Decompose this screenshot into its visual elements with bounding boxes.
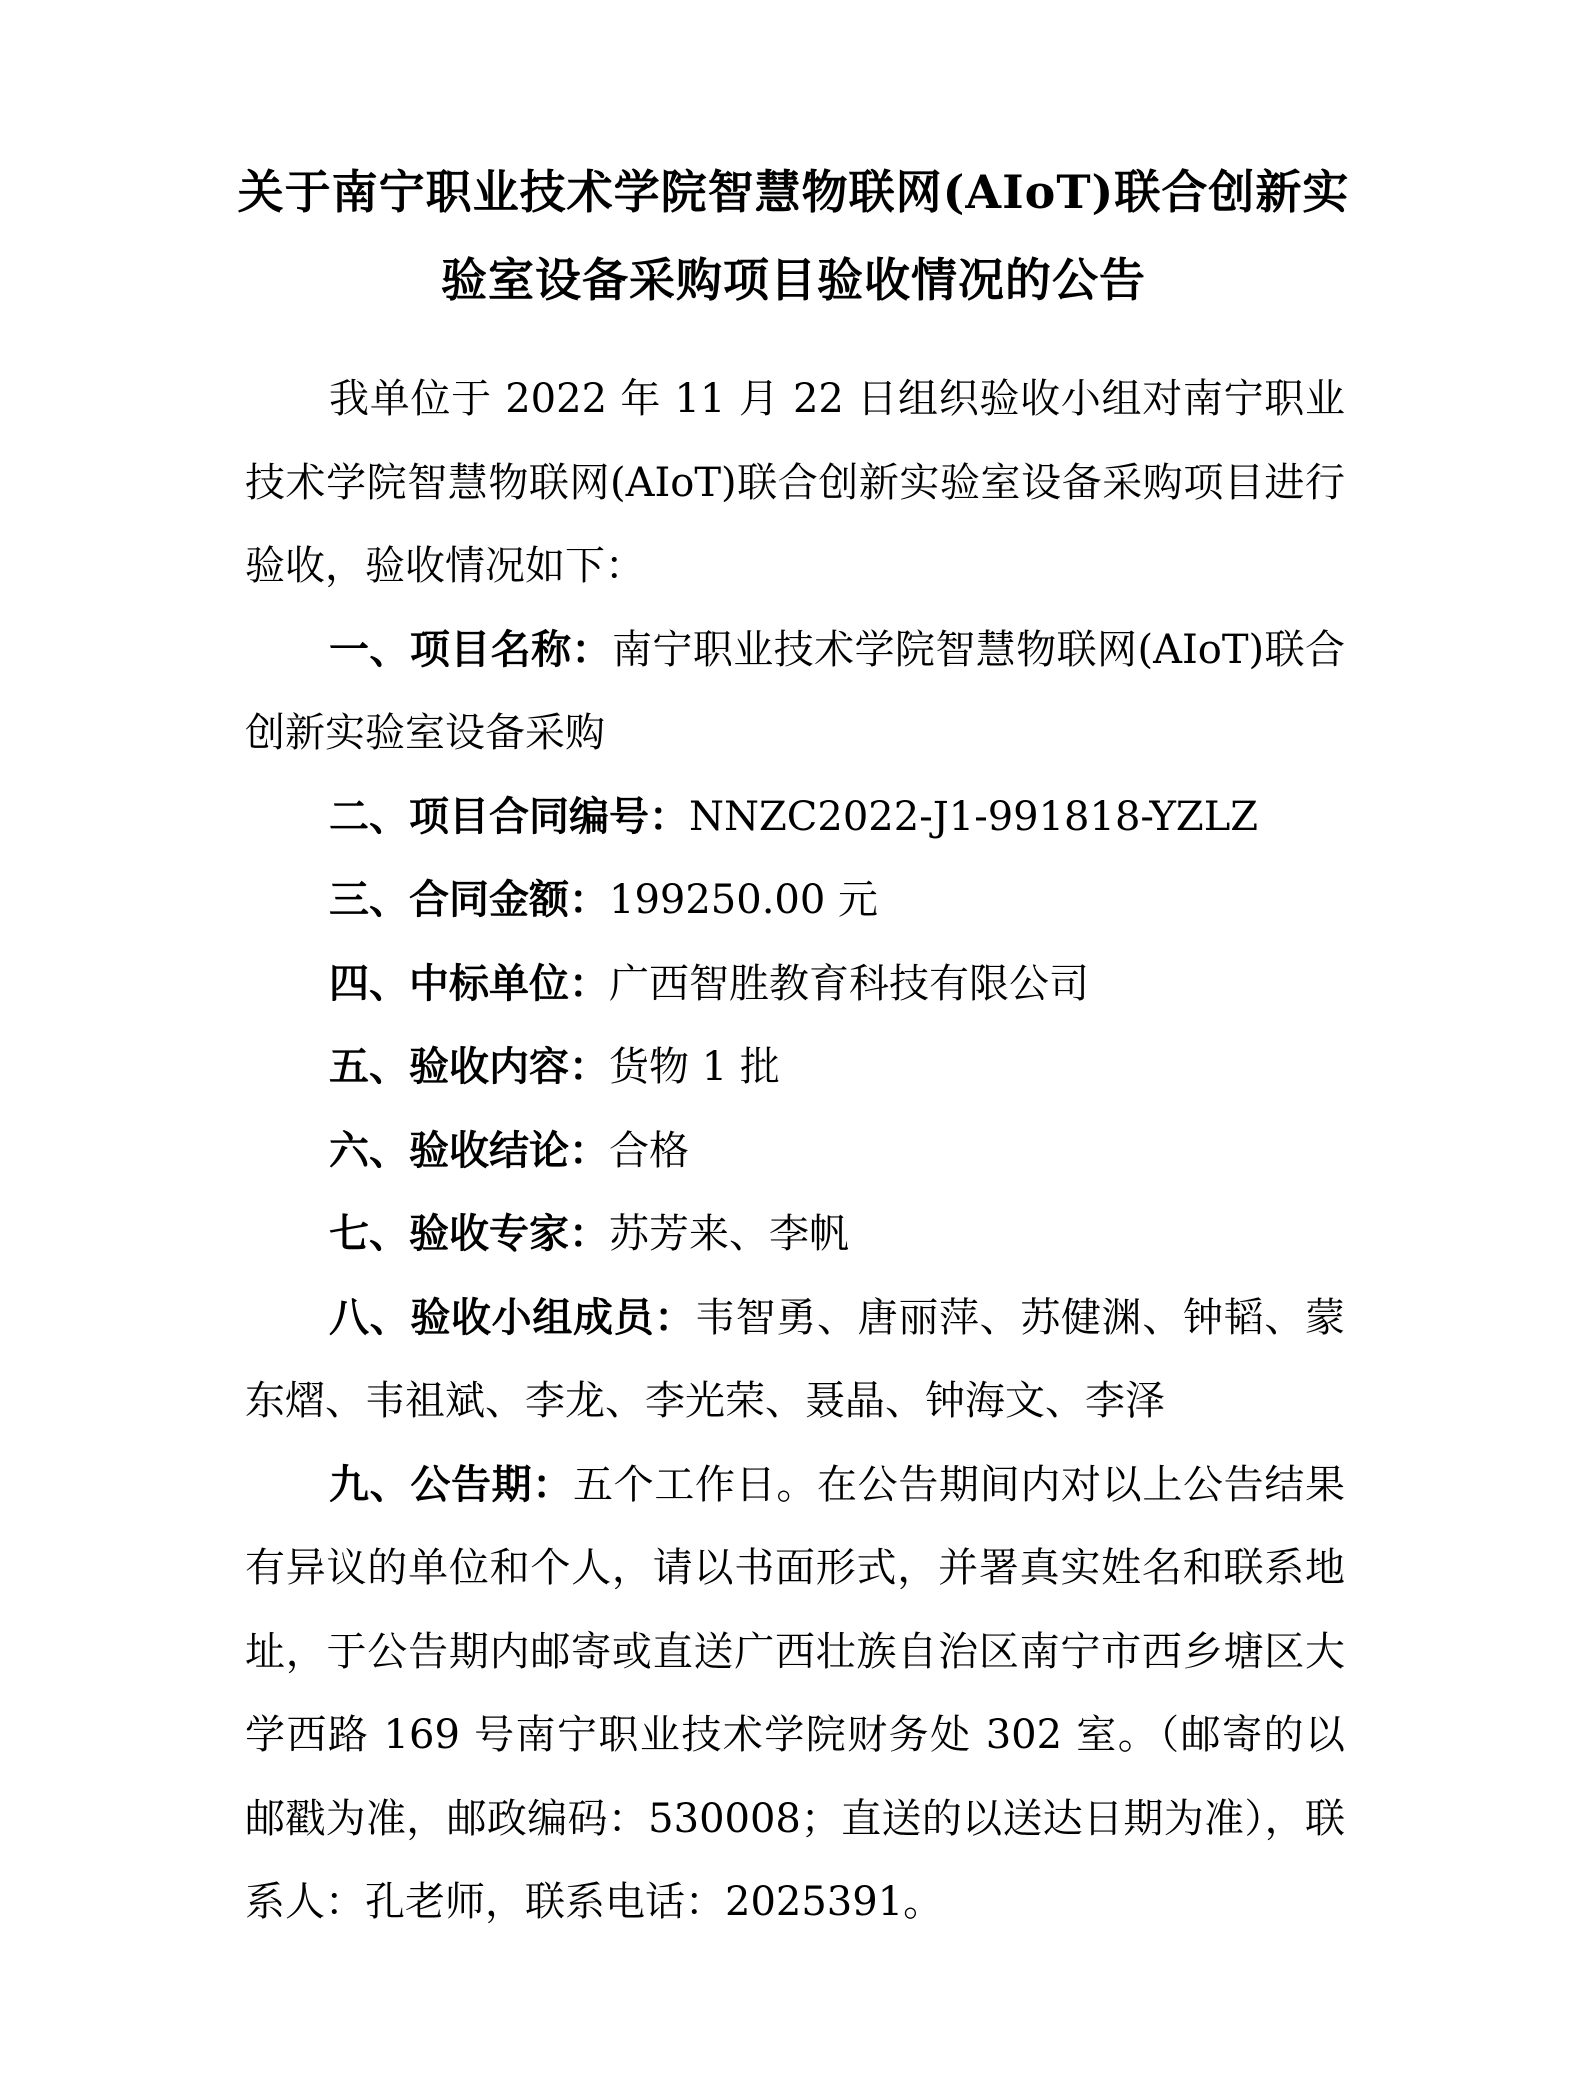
intro-paragraph: 我单位于 2022 年 11 月 22 日组织验收小组对南宁职业技术学院智慧物联网(AIoT)联合创新实验室设备采购项目进行验收，验收情况如下： — [245, 376, 1345, 589]
item-label: 四、中标单位： — [329, 960, 609, 1007]
item-value: 苏芳来、李帆 — [609, 1211, 849, 1257]
item-contract-number — [245, 776, 1345, 860]
item-value: 货物 1 批 — [609, 1044, 780, 1090]
item-acceptance-experts — [245, 1193, 1345, 1277]
item-value: 五个工作日。在公告期间内对以上公告结果有异议的单位和个人，请以书面形式，并署真实姓名和联系地址，于公告期内邮寄或直送广西壮族自治区南宁市西乡塘区大学西路 169 号南宁职业技术学院财务处 302 室。（邮寄的以邮戳为准，邮政编码：530008；直送的以送达日期为准），联系人：孔老师，联系电话：2025391。 — [245, 1461, 1345, 1925]
item-winning-bidder — [245, 943, 1345, 1027]
item-value: 合格 — [609, 1127, 689, 1174]
document-title — [0, 148, 1587, 324]
item-label: 五、验收内容： — [329, 1044, 609, 1090]
item-label: 二、项目合同编号： — [329, 793, 689, 840]
item-label: 七、验收专家： — [329, 1211, 609, 1257]
item-label: 八、验收小组成员： — [329, 1294, 695, 1341]
item-label: 九、公告期： — [329, 1461, 573, 1508]
item-acceptance-conclusion — [245, 1110, 1345, 1194]
item-label: 六、验收结论： — [329, 1127, 609, 1174]
item-value: 南宁职业技术学院智慧物联网(AIoT)联合创新实验室设备采购 — [245, 626, 1345, 756]
item-notice-period — [245, 1444, 1345, 1945]
title-line-2: 验室设备采购项目验收情况的公告 — [441, 253, 1146, 307]
item-value: 广西智胜教育科技有限公司 — [609, 960, 1089, 1007]
item-label: 三、合同金额： — [329, 877, 609, 923]
item-value: NNZC2022-J1-991818-YZLZ — [689, 793, 1259, 840]
item-value: 199250.00 元 — [609, 877, 879, 923]
item-value: 韦智勇、唐丽萍、苏健渊、钟韬、蒙东熠、韦祖斌、李龙、李光荣、聂晶、钟海文、李泽 — [245, 1294, 1345, 1424]
title-line-1: 关于南宁职业技术学院智慧物联网(AIoT)联合创新实 — [237, 165, 1350, 219]
item-team-members — [245, 1277, 1345, 1444]
item-project-name — [245, 609, 1345, 776]
item-contract-amount — [245, 859, 1345, 943]
item-acceptance-content — [245, 1026, 1345, 1110]
document-body — [245, 358, 1345, 1945]
item-label: 一、项目名称： — [329, 626, 612, 673]
